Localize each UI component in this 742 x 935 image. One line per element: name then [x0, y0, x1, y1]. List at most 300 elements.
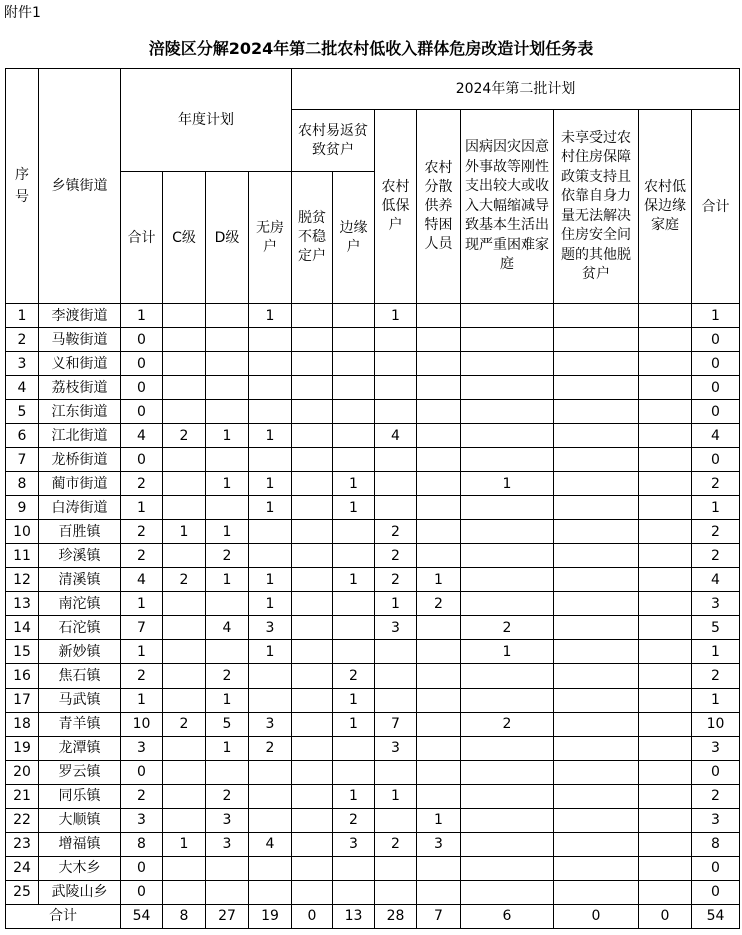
cell-edge: 1 — [333, 472, 375, 496]
cell-low-income — [375, 328, 417, 352]
header-annual-total: 合计 — [121, 172, 163, 304]
cell-other — [554, 424, 639, 448]
cell-grade-d — [206, 328, 249, 352]
header-unstable: 脱贫不稳定户 — [292, 172, 333, 304]
cell-grade-c — [163, 328, 206, 352]
cell-unstable — [292, 328, 333, 352]
cell-grade-d: 2 — [206, 544, 249, 568]
cell-no-house: 3 — [249, 616, 292, 640]
cell-batch-total: 4 — [692, 568, 740, 592]
cell-unstable — [292, 616, 333, 640]
cell-batch-total: 0 — [692, 352, 740, 376]
row-number: 1 — [6, 304, 39, 328]
row-number: 13 — [6, 592, 39, 616]
town-name: 同乐镇 — [39, 784, 121, 808]
cell-edge: 1 — [333, 784, 375, 808]
town-name: 马武镇 — [39, 688, 121, 712]
row-number: 10 — [6, 520, 39, 544]
row-number: 3 — [6, 352, 39, 376]
cell-grade-c — [163, 400, 206, 424]
cell-low-income: 2 — [375, 832, 417, 856]
cell-no-house — [249, 448, 292, 472]
cell-annual-total: 3 — [121, 808, 163, 832]
cell-low-income — [375, 472, 417, 496]
table-row — [6, 352, 740, 376]
town-name: 增福镇 — [39, 832, 121, 856]
cell-grade-c — [163, 496, 206, 520]
cell-annual-total: 0 — [121, 328, 163, 352]
cell-low-edge — [639, 712, 692, 736]
row-number: 11 — [6, 544, 39, 568]
table-row — [6, 424, 740, 448]
total-edge: 13 — [333, 904, 375, 928]
cell-unstable — [292, 736, 333, 760]
header-no-house: 无房户 — [249, 172, 292, 304]
cell-unstable — [292, 688, 333, 712]
cell-low-income — [375, 880, 417, 904]
cell-other — [554, 712, 639, 736]
cell-dispersed — [417, 856, 461, 880]
cell-sudden — [461, 880, 554, 904]
cell-batch-total: 2 — [692, 784, 740, 808]
cell-other — [554, 376, 639, 400]
town-name: 武陵山乡 — [39, 880, 121, 904]
cell-edge — [333, 640, 375, 664]
town-name: 大木乡 — [39, 856, 121, 880]
cell-no-house — [249, 352, 292, 376]
cell-unstable — [292, 760, 333, 784]
table-row — [6, 688, 740, 712]
cell-annual-total: 3 — [121, 736, 163, 760]
cell-other — [554, 664, 639, 688]
cell-dispersed — [417, 616, 461, 640]
header-batch2: 2024年第二批计划 — [292, 69, 740, 110]
cell-sudden — [461, 400, 554, 424]
cell-grade-d: 1 — [206, 688, 249, 712]
table-row — [6, 328, 740, 352]
cell-dispersed — [417, 784, 461, 808]
cell-low-income: 1 — [375, 784, 417, 808]
town-name: 荔枝街道 — [39, 376, 121, 400]
row-number: 24 — [6, 856, 39, 880]
cell-grade-c — [163, 760, 206, 784]
cell-low-edge — [639, 688, 692, 712]
cell-unstable — [292, 520, 333, 544]
cell-low-edge — [639, 592, 692, 616]
total-other: 0 — [554, 904, 639, 928]
cell-low-edge — [639, 376, 692, 400]
town-name: 江北街道 — [39, 424, 121, 448]
cell-grade-c — [163, 640, 206, 664]
total-annual-total: 54 — [121, 904, 163, 928]
cell-sudden — [461, 424, 554, 448]
header-low-edge: 农村低保边缘家庭 — [639, 110, 692, 304]
row-number: 7 — [6, 448, 39, 472]
cell-batch-total: 2 — [692, 472, 740, 496]
cell-sudden — [461, 736, 554, 760]
cell-batch-total: 0 — [692, 880, 740, 904]
table-row — [6, 640, 740, 664]
cell-edge — [333, 592, 375, 616]
cell-low-income — [375, 496, 417, 520]
cell-grade-c — [163, 544, 206, 568]
cell-low-income: 3 — [375, 616, 417, 640]
cell-no-house: 1 — [249, 424, 292, 448]
cell-batch-total: 2 — [692, 544, 740, 568]
cell-low-income: 2 — [375, 520, 417, 544]
cell-low-edge — [639, 880, 692, 904]
cell-other — [554, 352, 639, 376]
task-table — [5, 68, 740, 929]
row-number: 19 — [6, 736, 39, 760]
cell-low-edge — [639, 496, 692, 520]
cell-no-house: 1 — [249, 568, 292, 592]
total-sudden: 6 — [461, 904, 554, 928]
cell-sudden — [461, 520, 554, 544]
cell-annual-total: 2 — [121, 544, 163, 568]
cell-low-edge — [639, 472, 692, 496]
cell-unstable — [292, 496, 333, 520]
table-row — [6, 664, 740, 688]
cell-dispersed — [417, 496, 461, 520]
cell-dispersed — [417, 400, 461, 424]
cell-other — [554, 328, 639, 352]
cell-grade-d — [206, 448, 249, 472]
cell-low-edge — [639, 304, 692, 328]
cell-no-house — [249, 688, 292, 712]
cell-batch-total: 0 — [692, 400, 740, 424]
total-grade-c: 8 — [163, 904, 206, 928]
cell-dispersed — [417, 688, 461, 712]
cell-sudden — [461, 760, 554, 784]
cell-dispersed — [417, 880, 461, 904]
row-number: 4 — [6, 376, 39, 400]
cell-edge — [333, 400, 375, 424]
cell-grade-c — [163, 688, 206, 712]
town-name: 白涛街道 — [39, 496, 121, 520]
cell-edge — [333, 856, 375, 880]
cell-grade-c: 2 — [163, 568, 206, 592]
cell-no-house — [249, 544, 292, 568]
cell-dispersed: 2 — [417, 592, 461, 616]
cell-other — [554, 688, 639, 712]
cell-sudden — [461, 784, 554, 808]
cell-annual-total: 1 — [121, 592, 163, 616]
cell-annual-total: 0 — [121, 880, 163, 904]
town-name: 焦石镇 — [39, 664, 121, 688]
row-number: 15 — [6, 640, 39, 664]
cell-low-edge — [639, 568, 692, 592]
cell-batch-total: 8 — [692, 832, 740, 856]
table-row — [6, 496, 740, 520]
table-row — [6, 520, 740, 544]
cell-annual-total: 0 — [121, 448, 163, 472]
cell-other — [554, 736, 639, 760]
cell-annual-total: 1 — [121, 688, 163, 712]
cell-unstable — [292, 448, 333, 472]
cell-no-house — [249, 400, 292, 424]
cell-unstable — [292, 424, 333, 448]
attachment-label: 附件1 — [4, 5, 41, 21]
cell-no-house — [249, 856, 292, 880]
cell-unstable — [292, 712, 333, 736]
total-low-edge: 0 — [639, 904, 692, 928]
cell-low-income — [375, 376, 417, 400]
cell-grade-c — [163, 592, 206, 616]
town-name: 罗云镇 — [39, 760, 121, 784]
town-name: 大顺镇 — [39, 808, 121, 832]
cell-no-house: 1 — [249, 592, 292, 616]
header-other: 未享受过农村住房保障政策支持且依靠自身力量无法解决住房安全问题的其他脱贫户 — [554, 110, 639, 304]
cell-batch-total: 4 — [692, 424, 740, 448]
cell-grade-d — [206, 376, 249, 400]
table-row — [6, 472, 740, 496]
cell-grade-d: 2 — [206, 784, 249, 808]
table-row — [6, 856, 740, 880]
table-row — [6, 568, 740, 592]
cell-low-income — [375, 856, 417, 880]
cell-annual-total: 1 — [121, 304, 163, 328]
cell-no-house — [249, 760, 292, 784]
cell-annual-total: 2 — [121, 472, 163, 496]
cell-low-income — [375, 688, 417, 712]
table-row — [6, 592, 740, 616]
cell-edge — [333, 328, 375, 352]
cell-low-edge — [639, 352, 692, 376]
town-name: 清溪镇 — [39, 568, 121, 592]
cell-other — [554, 592, 639, 616]
town-name: 青羊镇 — [39, 712, 121, 736]
town-name: 李渡街道 — [39, 304, 121, 328]
cell-grade-d: 1 — [206, 472, 249, 496]
cell-low-edge — [639, 640, 692, 664]
cell-low-edge — [639, 544, 692, 568]
cell-unstable — [292, 808, 333, 832]
total-grade-d: 27 — [206, 904, 249, 928]
cell-other — [554, 448, 639, 472]
cell-edge — [333, 736, 375, 760]
table-row — [6, 808, 740, 832]
total-no-house: 19 — [249, 904, 292, 928]
cell-batch-total: 1 — [692, 496, 740, 520]
cell-no-house — [249, 328, 292, 352]
cell-sudden — [461, 352, 554, 376]
total-row — [6, 904, 740, 928]
row-number: 6 — [6, 424, 39, 448]
cell-other — [554, 496, 639, 520]
cell-edge — [333, 616, 375, 640]
town-name: 蔺市街道 — [39, 472, 121, 496]
cell-batch-total: 0 — [692, 376, 740, 400]
row-number: 16 — [6, 664, 39, 688]
cell-sudden — [461, 832, 554, 856]
cell-no-house — [249, 808, 292, 832]
town-name: 马鞍街道 — [39, 328, 121, 352]
total-dispersed: 7 — [417, 904, 461, 928]
cell-sudden — [461, 664, 554, 688]
cell-sudden: 2 — [461, 616, 554, 640]
cell-low-edge — [639, 448, 692, 472]
table-row — [6, 448, 740, 472]
cell-no-house: 2 — [249, 736, 292, 760]
row-number: 22 — [6, 808, 39, 832]
cell-annual-total: 2 — [121, 664, 163, 688]
cell-dispersed — [417, 640, 461, 664]
cell-batch-total: 2 — [692, 520, 740, 544]
cell-low-edge — [639, 856, 692, 880]
cell-grade-d — [206, 496, 249, 520]
cell-low-edge — [639, 736, 692, 760]
cell-annual-total: 0 — [121, 376, 163, 400]
cell-grade-d: 4 — [206, 616, 249, 640]
cell-batch-total: 1 — [692, 304, 740, 328]
cell-annual-total: 0 — [121, 856, 163, 880]
cell-batch-total: 0 — [692, 856, 740, 880]
cell-low-income: 4 — [375, 424, 417, 448]
cell-batch-total: 5 — [692, 616, 740, 640]
cell-other — [554, 856, 639, 880]
cell-low-edge — [639, 424, 692, 448]
cell-other — [554, 880, 639, 904]
town-name: 南沱镇 — [39, 592, 121, 616]
header-edge: 边缘户 — [333, 172, 375, 304]
cell-grade-c — [163, 376, 206, 400]
cell-low-income — [375, 448, 417, 472]
cell-batch-total: 1 — [692, 640, 740, 664]
cell-annual-total: 0 — [121, 352, 163, 376]
cell-low-edge — [639, 616, 692, 640]
cell-low-edge — [639, 328, 692, 352]
cell-edge — [333, 544, 375, 568]
cell-no-house — [249, 784, 292, 808]
cell-low-income — [375, 808, 417, 832]
cell-sudden — [461, 496, 554, 520]
cell-grade-d: 1 — [206, 568, 249, 592]
cell-batch-total: 0 — [692, 328, 740, 352]
cell-unstable — [292, 664, 333, 688]
cell-grade-c: 2 — [163, 424, 206, 448]
cell-dispersed — [417, 448, 461, 472]
cell-grade-c: 2 — [163, 712, 206, 736]
cell-edge — [333, 352, 375, 376]
cell-no-house — [249, 520, 292, 544]
cell-dispersed: 1 — [417, 808, 461, 832]
town-name: 百胜镇 — [39, 520, 121, 544]
cell-sudden — [461, 544, 554, 568]
row-number: 14 — [6, 616, 39, 640]
row-number: 12 — [6, 568, 39, 592]
row-number: 17 — [6, 688, 39, 712]
header-dispersed: 农村分散供养特困人员 — [417, 110, 461, 304]
cell-grade-c — [163, 616, 206, 640]
cell-edge: 1 — [333, 496, 375, 520]
header-batch-total: 合计 — [692, 110, 740, 304]
cell-other — [554, 544, 639, 568]
cell-dispersed — [417, 472, 461, 496]
total-label: 合计 — [6, 904, 121, 928]
row-number: 8 — [6, 472, 39, 496]
cell-grade-c — [163, 664, 206, 688]
town-name: 龙桥街道 — [39, 448, 121, 472]
cell-edge — [333, 448, 375, 472]
total-unstable: 0 — [292, 904, 333, 928]
cell-unstable — [292, 544, 333, 568]
cell-grade-c — [163, 808, 206, 832]
cell-sudden — [461, 856, 554, 880]
table-row — [6, 712, 740, 736]
row-number: 25 — [6, 880, 39, 904]
table-row — [6, 544, 740, 568]
cell-edge — [333, 880, 375, 904]
header-low-income: 农村低保户 — [375, 110, 417, 304]
cell-unstable — [292, 856, 333, 880]
cell-dispersed: 3 — [417, 832, 461, 856]
cell-other — [554, 760, 639, 784]
cell-sudden — [461, 328, 554, 352]
cell-grade-d: 1 — [206, 424, 249, 448]
cell-other — [554, 520, 639, 544]
cell-grade-d: 1 — [206, 520, 249, 544]
row-number: 21 — [6, 784, 39, 808]
cell-grade-d — [206, 640, 249, 664]
cell-dispersed: 1 — [417, 568, 461, 592]
cell-dispersed — [417, 328, 461, 352]
cell-low-edge — [639, 520, 692, 544]
row-number: 23 — [6, 832, 39, 856]
cell-low-income: 2 — [375, 568, 417, 592]
cell-grade-c: 1 — [163, 832, 206, 856]
cell-low-income — [375, 352, 417, 376]
cell-low-income: 7 — [375, 712, 417, 736]
cell-low-edge — [639, 784, 692, 808]
cell-dispersed — [417, 376, 461, 400]
cell-batch-total: 10 — [692, 712, 740, 736]
cell-annual-total: 4 — [121, 568, 163, 592]
cell-grade-c — [163, 472, 206, 496]
cell-edge: 1 — [333, 712, 375, 736]
cell-annual-total: 4 — [121, 424, 163, 448]
cell-batch-total: 0 — [692, 760, 740, 784]
cell-grade-c — [163, 784, 206, 808]
cell-unstable — [292, 352, 333, 376]
cell-dispersed — [417, 664, 461, 688]
town-name: 龙潭镇 — [39, 736, 121, 760]
cell-grade-d — [206, 760, 249, 784]
cell-edge: 1 — [333, 568, 375, 592]
town-name: 义和街道 — [39, 352, 121, 376]
table-row — [6, 400, 740, 424]
cell-edge: 2 — [333, 664, 375, 688]
table-row — [6, 616, 740, 640]
cell-other — [554, 832, 639, 856]
cell-grade-c — [163, 352, 206, 376]
table-row — [6, 304, 740, 328]
header-sudden: 因病因灾因意外事故等刚性支出较大或收入大幅缩减导致基本生活出现严重困难家庭 — [461, 110, 554, 304]
cell-low-edge — [639, 664, 692, 688]
cell-grade-d: 3 — [206, 832, 249, 856]
row-number: 2 — [6, 328, 39, 352]
cell-annual-total: 2 — [121, 784, 163, 808]
total-low-income: 28 — [375, 904, 417, 928]
cell-annual-total: 8 — [121, 832, 163, 856]
cell-dispersed — [417, 424, 461, 448]
cell-grade-c — [163, 736, 206, 760]
cell-low-income — [375, 640, 417, 664]
cell-grade-d: 3 — [206, 808, 249, 832]
table-row — [6, 880, 740, 904]
document-title: 涪陵区分解2024年第二批农村低收入群体危房改造计划任务表 — [148, 39, 594, 58]
cell-no-house — [249, 664, 292, 688]
